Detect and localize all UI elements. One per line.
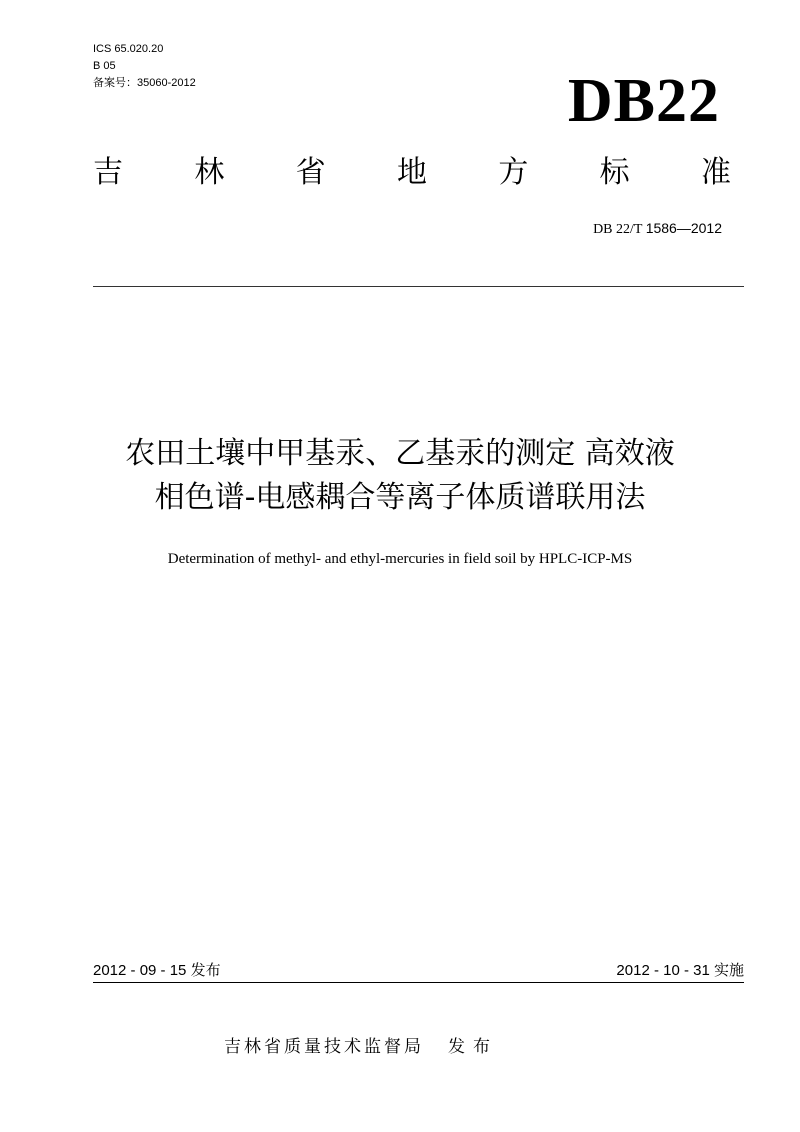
standard-metadata xyxy=(93,41,196,92)
standard-type-char: 林 xyxy=(194,155,225,190)
implement-date: 2012 - 10 - 31 实施 xyxy=(616,962,744,979)
standard-number-prefix: DB 22/T xyxy=(593,222,646,237)
document-title-english: Determination of methyl- and ethyl-mercuries in field soil by HPLC-ICP-MS xyxy=(167,551,633,567)
standard-type-char: 省 xyxy=(295,155,326,190)
document-title-chinese xyxy=(40,432,760,520)
title-line-1: 农田土壤中甲基汞、乙基汞的测定 高效液 xyxy=(125,436,675,471)
standard-type-heading xyxy=(93,155,731,190)
header-divider xyxy=(93,286,744,287)
standard-code-logo: DB22 xyxy=(567,67,720,135)
ccs-code: B 05 xyxy=(93,60,116,72)
date-line xyxy=(93,962,744,983)
standard-type-char: 标 xyxy=(599,155,630,190)
standard-type-char: 吉 xyxy=(93,155,123,190)
standard-type-char: 地 xyxy=(396,155,427,190)
ics-code: ICS 65.020.20 xyxy=(93,43,164,55)
record-number: 备案号：35060-2012 xyxy=(93,77,196,89)
standard-number xyxy=(593,220,722,238)
issuer xyxy=(224,1032,498,1057)
issue-date: 2012 - 09 - 15 发布 xyxy=(93,962,221,979)
title-line-2: 相色谱-电感耦合等离子体质谱联用法 xyxy=(154,480,646,515)
issuer-action: 发布 xyxy=(448,1037,498,1057)
standard-type-char: 准 xyxy=(700,155,731,190)
standard-number-value: 1586—2012 xyxy=(645,220,722,236)
standard-type-char: 方 xyxy=(498,155,529,190)
issuer-name: 吉林省质量技术监督局 xyxy=(224,1037,424,1057)
